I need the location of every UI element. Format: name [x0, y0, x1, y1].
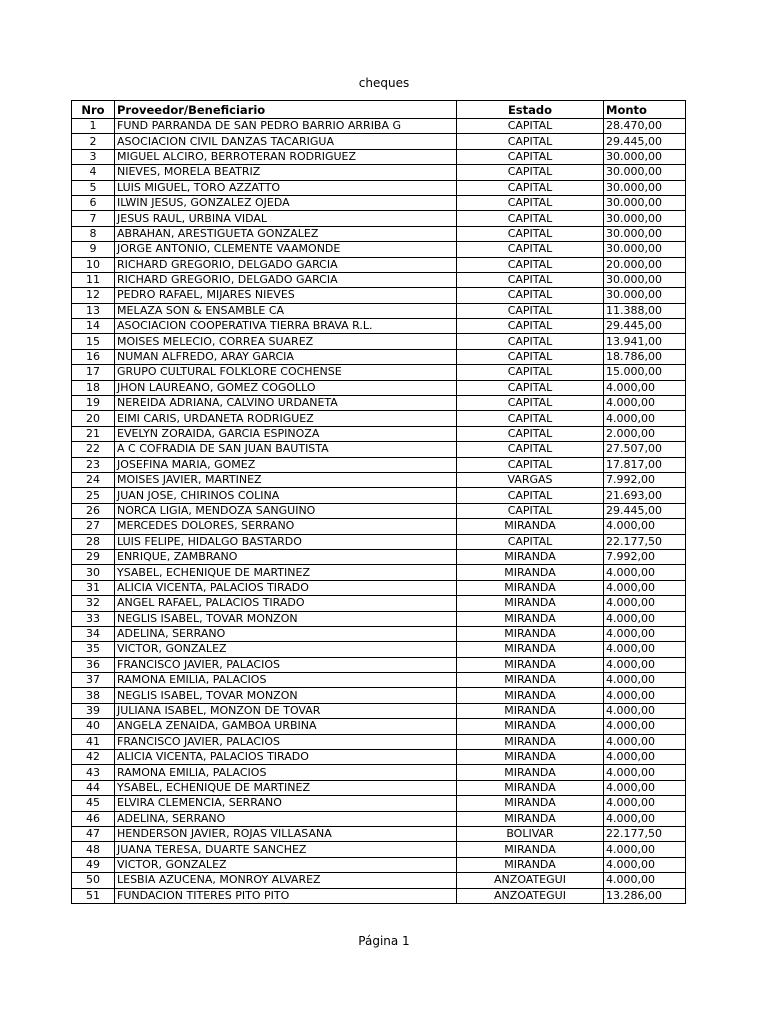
cell-monto: 30.000,00	[604, 149, 686, 164]
cell-monto: 29.445,00	[604, 319, 686, 334]
cell-estado: MIRANDA	[457, 596, 604, 611]
cell-nro: 19	[72, 396, 115, 411]
cell-estado: CAPITAL	[457, 180, 604, 195]
cell-proveedor: ADELINA, SERRANO	[115, 626, 457, 641]
cell-monto: 30.000,00	[604, 165, 686, 180]
cell-estado: CAPITAL	[457, 396, 604, 411]
cell-proveedor: NUMAN ALFREDO, ARAY GARCIA	[115, 349, 457, 364]
cell-proveedor: ASOCIACION COOPERATIVA TIERRA BRAVA R.L.	[115, 319, 457, 334]
table-row	[72, 488, 686, 503]
cell-estado: MIRANDA	[457, 673, 604, 688]
cell-proveedor: ANGELA ZENAIDA, GAMBOA URBINA	[115, 719, 457, 734]
cell-estado: CAPITAL	[457, 165, 604, 180]
cell-monto: 18.786,00	[604, 349, 686, 364]
table-row	[72, 534, 686, 549]
table-row	[72, 119, 686, 134]
cell-estado: CAPITAL	[457, 319, 604, 334]
cell-nro: 7	[72, 211, 115, 226]
cell-estado: MIRANDA	[457, 549, 604, 564]
table-row	[72, 842, 686, 857]
cell-nro: 21	[72, 426, 115, 441]
cell-estado: CAPITAL	[457, 334, 604, 349]
cell-nro: 46	[72, 811, 115, 826]
table-row	[72, 503, 686, 518]
cell-proveedor: ALICIA VICENTA, PALACIOS TIRADO	[115, 580, 457, 595]
cell-monto: 4.000,00	[604, 611, 686, 626]
cell-estado: CAPITAL	[457, 349, 604, 364]
header-proveedor: Proveedor/Beneficiario	[115, 101, 457, 119]
cell-proveedor: PEDRO RAFAEL, MIJARES NIEVES	[115, 288, 457, 303]
cell-proveedor: NEREIDA ADRIANA, CALVINO URDANETA	[115, 396, 457, 411]
cell-proveedor: ELVIRA CLEMENCIA, SERRANO	[115, 796, 457, 811]
table-row	[72, 734, 686, 749]
cell-nro: 30	[72, 565, 115, 580]
cell-estado: CAPITAL	[457, 442, 604, 457]
table-row	[72, 334, 686, 349]
cell-monto: 4.000,00	[604, 734, 686, 749]
table-row	[72, 134, 686, 149]
cell-monto: 4.000,00	[604, 626, 686, 641]
cell-estado: MIRANDA	[457, 642, 604, 657]
cell-nro: 29	[72, 549, 115, 564]
table-row	[72, 796, 686, 811]
cell-proveedor: JUAN JOSE, CHIRINOS COLINA	[115, 488, 457, 503]
cell-proveedor: HENDERSON JAVIER, ROJAS VILLASANA	[115, 826, 457, 841]
table-row	[72, 365, 686, 380]
cell-estado: MIRANDA	[457, 580, 604, 595]
cell-monto: 4.000,00	[604, 750, 686, 765]
cell-proveedor: NEGLIS ISABEL, TOVAR MONZON	[115, 688, 457, 703]
table-row	[72, 426, 686, 441]
table-row	[72, 519, 686, 534]
cell-nro: 12	[72, 288, 115, 303]
cell-monto: 22.177,50	[604, 534, 686, 549]
cell-monto: 4.000,00	[604, 842, 686, 857]
cell-nro: 34	[72, 626, 115, 641]
header-nro: Nro	[72, 101, 115, 119]
cell-proveedor: ANGEL RAFAEL, PALACIOS TIRADO	[115, 596, 457, 611]
cell-nro: 13	[72, 303, 115, 318]
cell-proveedor: JHON LAUREANO, GOMEZ COGOLLO	[115, 380, 457, 395]
cell-monto: 4.000,00	[604, 673, 686, 688]
table-row	[72, 826, 686, 841]
cell-monto: 30.000,00	[604, 226, 686, 241]
cell-nro: 8	[72, 226, 115, 241]
cell-proveedor: NORCA LIGIA, MENDOZA SANGUINO	[115, 503, 457, 518]
cell-proveedor: JUANA TERESA, DUARTE SANCHEZ	[115, 842, 457, 857]
cell-nro: 5	[72, 180, 115, 195]
cell-monto: 4.000,00	[604, 642, 686, 657]
cell-nro: 47	[72, 826, 115, 841]
cell-monto: 11.388,00	[604, 303, 686, 318]
cell-nro: 39	[72, 703, 115, 718]
cell-estado: MIRANDA	[457, 765, 604, 780]
cell-proveedor: FUNDACION TITERES PITO PITO	[115, 888, 457, 903]
cell-nro: 1	[72, 119, 115, 134]
cell-proveedor: LUIS FELIPE, HIDALGO BASTARDO	[115, 534, 457, 549]
cell-nro: 33	[72, 611, 115, 626]
cell-monto: 4.000,00	[604, 780, 686, 795]
cell-monto: 30.000,00	[604, 288, 686, 303]
header-monto: Monto	[604, 101, 686, 119]
cell-estado: BOLIVAR	[457, 826, 604, 841]
cell-nro: 35	[72, 642, 115, 657]
cell-monto: 30.000,00	[604, 195, 686, 210]
table-header-row	[72, 101, 686, 119]
cell-nro: 16	[72, 349, 115, 364]
table-row	[72, 657, 686, 672]
table-row	[72, 719, 686, 734]
table-row	[72, 149, 686, 164]
cell-estado: CAPITAL	[457, 195, 604, 210]
cell-monto: 13.941,00	[604, 334, 686, 349]
cell-estado: MIRANDA	[457, 750, 604, 765]
cell-nro: 49	[72, 857, 115, 872]
cell-estado: CAPITAL	[457, 488, 604, 503]
table-row	[72, 349, 686, 364]
cell-estado: MIRANDA	[457, 857, 604, 872]
cell-estado: ANZOATEGUI	[457, 888, 604, 903]
cell-nro: 40	[72, 719, 115, 734]
cell-nro: 11	[72, 272, 115, 287]
table-row	[72, 457, 686, 472]
table-row	[72, 673, 686, 688]
cell-monto: 4.000,00	[604, 657, 686, 672]
cell-proveedor: FUND PARRANDA DE SAN PEDRO BARRIO ARRIBA G	[115, 119, 457, 134]
cell-proveedor: JESUS RAUL, URBINA VIDAL	[115, 211, 457, 226]
cell-nro: 2	[72, 134, 115, 149]
cell-proveedor: NEGLIS ISABEL, TOVAR MONZON	[115, 611, 457, 626]
cell-nro: 15	[72, 334, 115, 349]
cell-nro: 48	[72, 842, 115, 857]
cell-estado: CAPITAL	[457, 149, 604, 164]
cell-monto: 29.445,00	[604, 503, 686, 518]
cell-proveedor: FRANCISCO JAVIER, PALACIOS	[115, 657, 457, 672]
cell-nro: 4	[72, 165, 115, 180]
table-row	[72, 195, 686, 210]
cell-nro: 22	[72, 442, 115, 457]
cell-monto: 29.445,00	[604, 134, 686, 149]
cell-proveedor: JULIANA ISABEL, MONZON DE TOVAR	[115, 703, 457, 718]
cell-proveedor: EIMI CARIS, URDANETA RODRIGUEZ	[115, 411, 457, 426]
cell-nro: 50	[72, 873, 115, 888]
cell-monto: 4.000,00	[604, 796, 686, 811]
cell-proveedor: YSABEL, ECHENIQUE DE MARTINEZ	[115, 565, 457, 580]
table-row	[72, 303, 686, 318]
cell-monto: 4.000,00	[604, 703, 686, 718]
cell-nro: 23	[72, 457, 115, 472]
table-row	[72, 750, 686, 765]
cell-estado: CAPITAL	[457, 226, 604, 241]
cell-monto: 22.177,50	[604, 826, 686, 841]
cell-nro: 10	[72, 257, 115, 272]
cell-monto: 20.000,00	[604, 257, 686, 272]
cell-estado: VARGAS	[457, 472, 604, 487]
cell-monto: 4.000,00	[604, 396, 686, 411]
cell-nro: 51	[72, 888, 115, 903]
cell-estado: CAPITAL	[457, 272, 604, 287]
table-row	[72, 242, 686, 257]
cell-estado: CAPITAL	[457, 365, 604, 380]
cell-proveedor: ILWIN JESUS, GONZALEZ OJEDA	[115, 195, 457, 210]
table-row	[72, 580, 686, 595]
cell-proveedor: MERCEDES DOLORES, SERRANO	[115, 519, 457, 534]
cell-estado: MIRANDA	[457, 519, 604, 534]
cell-monto: 4.000,00	[604, 688, 686, 703]
cell-nro: 26	[72, 503, 115, 518]
cell-proveedor: VICTOR, GONZALEZ	[115, 857, 457, 872]
table-row	[72, 565, 686, 580]
cell-nro: 25	[72, 488, 115, 503]
cell-monto: 2.000,00	[604, 426, 686, 441]
cell-monto: 17.817,00	[604, 457, 686, 472]
cell-monto: 30.000,00	[604, 180, 686, 195]
table-row	[72, 211, 686, 226]
table-row	[72, 688, 686, 703]
table-row	[72, 288, 686, 303]
cell-proveedor: ALICIA VICENTA, PALACIOS TIRADO	[115, 750, 457, 765]
cell-estado: MIRANDA	[457, 719, 604, 734]
table-row	[72, 257, 686, 272]
table-row	[72, 165, 686, 180]
cell-monto: 4.000,00	[604, 380, 686, 395]
cell-estado: MIRANDA	[457, 703, 604, 718]
cell-proveedor: RICHARD GREGORIO, DELGADO GARCIA	[115, 272, 457, 287]
table-row	[72, 226, 686, 241]
page-title: cheques	[358, 76, 410, 90]
cell-monto: 4.000,00	[604, 519, 686, 534]
table-row	[72, 888, 686, 903]
header-estado: Estado	[457, 101, 604, 119]
cell-monto: 15.000,00	[604, 365, 686, 380]
cell-estado: CAPITAL	[457, 503, 604, 518]
cell-proveedor: LESBIA AZUCENA, MONROY ALVAREZ	[115, 873, 457, 888]
cell-nro: 6	[72, 195, 115, 210]
table-row	[72, 380, 686, 395]
table-row	[72, 611, 686, 626]
table-row	[72, 180, 686, 195]
cell-estado: MIRANDA	[457, 565, 604, 580]
cell-estado: CAPITAL	[457, 119, 604, 134]
cell-nro: 20	[72, 411, 115, 426]
table-row	[72, 442, 686, 457]
cell-nro: 41	[72, 734, 115, 749]
cell-proveedor: RAMONA EMILIA, PALACIOS	[115, 765, 457, 780]
cell-proveedor: MIGUEL ALCIRO, BERROTERAN RODRIGUEZ	[115, 149, 457, 164]
cell-proveedor: RICHARD GREGORIO, DELGADO GARCIA	[115, 257, 457, 272]
table-body	[72, 119, 686, 904]
cell-nro: 45	[72, 796, 115, 811]
cell-nro: 9	[72, 242, 115, 257]
cell-estado: CAPITAL	[457, 411, 604, 426]
cell-proveedor: GRUPO CULTURAL FOLKLORE COCHENSE	[115, 365, 457, 380]
cell-monto: 4.000,00	[604, 811, 686, 826]
cell-nro: 24	[72, 472, 115, 487]
table-row	[72, 873, 686, 888]
cell-monto: 7.992,00	[604, 549, 686, 564]
cell-proveedor: LUIS MIGUEL, TORO AZZATTO	[115, 180, 457, 195]
cell-nro: 28	[72, 534, 115, 549]
cell-proveedor: YSABEL, ECHENIQUE DE MARTINEZ	[115, 780, 457, 795]
table-row	[72, 549, 686, 564]
cell-proveedor: VICTOR, GONZALEZ	[115, 642, 457, 657]
cell-monto: 4.000,00	[604, 765, 686, 780]
cell-monto: 4.000,00	[604, 873, 686, 888]
cell-estado: MIRANDA	[457, 657, 604, 672]
cell-estado: CAPITAL	[457, 257, 604, 272]
cell-estado: ANZOATEGUI	[457, 873, 604, 888]
cell-monto: 4.000,00	[604, 857, 686, 872]
cell-proveedor: ABRAHAN, ARESTIGUETA GONZALEZ	[115, 226, 457, 241]
cell-monto: 4.000,00	[604, 719, 686, 734]
cell-nro: 36	[72, 657, 115, 672]
cell-nro: 14	[72, 319, 115, 334]
table-row	[72, 319, 686, 334]
cell-nro: 17	[72, 365, 115, 380]
cell-estado: CAPITAL	[457, 211, 604, 226]
cell-nro: 18	[72, 380, 115, 395]
cell-nro: 37	[72, 673, 115, 688]
cell-estado: CAPITAL	[457, 426, 604, 441]
cell-estado: CAPITAL	[457, 288, 604, 303]
table-row	[72, 857, 686, 872]
cell-estado: CAPITAL	[457, 380, 604, 395]
cell-proveedor: MOISES JAVIER, MARTINEZ	[115, 472, 457, 487]
cell-monto: 30.000,00	[604, 272, 686, 287]
cell-estado: MIRANDA	[457, 796, 604, 811]
cell-estado: CAPITAL	[457, 457, 604, 472]
page-footer: Página 1	[358, 934, 410, 948]
cell-monto: 30.000,00	[604, 242, 686, 257]
cell-nro: 32	[72, 596, 115, 611]
table-row	[72, 703, 686, 718]
cell-nro: 42	[72, 750, 115, 765]
cell-estado: MIRANDA	[457, 611, 604, 626]
cell-monto: 4.000,00	[604, 411, 686, 426]
table-row	[72, 811, 686, 826]
cell-proveedor: FRANCISCO JAVIER, PALACIOS	[115, 734, 457, 749]
cell-proveedor: MELAZA SON & ENSAMBLE CA	[115, 303, 457, 318]
cell-estado: MIRANDA	[457, 811, 604, 826]
table-row	[72, 780, 686, 795]
cell-estado: MIRANDA	[457, 734, 604, 749]
cell-proveedor: ENRIQUE, ZAMBRANO	[115, 549, 457, 564]
cell-proveedor: EVELYN ZORAIDA, GARCIA ESPINOZA	[115, 426, 457, 441]
cell-estado: MIRANDA	[457, 688, 604, 703]
cell-proveedor: JOSEFINA MARIA, GOMEZ	[115, 457, 457, 472]
cell-proveedor: JORGE ANTONIO, CLEMENTE VAAMONDE	[115, 242, 457, 257]
cell-estado: CAPITAL	[457, 534, 604, 549]
cell-estado: MIRANDA	[457, 842, 604, 857]
cell-proveedor: RAMONA EMILIA, PALACIOS	[115, 673, 457, 688]
table-row	[72, 396, 686, 411]
cell-nro: 38	[72, 688, 115, 703]
cell-nro: 31	[72, 580, 115, 595]
cell-monto: 4.000,00	[604, 596, 686, 611]
cell-proveedor: A C COFRADIA DE SAN JUAN BAUTISTA	[115, 442, 457, 457]
cell-estado: CAPITAL	[457, 303, 604, 318]
cell-estado: CAPITAL	[457, 134, 604, 149]
cell-proveedor: NIEVES, MORELA BEATRIZ	[115, 165, 457, 180]
table-row	[72, 626, 686, 641]
cell-monto: 4.000,00	[604, 565, 686, 580]
table-row	[72, 596, 686, 611]
cell-nro: 43	[72, 765, 115, 780]
cell-monto: 27.507,00	[604, 442, 686, 457]
cell-monto: 28.470,00	[604, 119, 686, 134]
cell-monto: 30.000,00	[604, 211, 686, 226]
cell-nro: 44	[72, 780, 115, 795]
cell-proveedor: ADELINA, SERRANO	[115, 811, 457, 826]
table-row	[72, 272, 686, 287]
table-row	[72, 472, 686, 487]
table-row	[72, 765, 686, 780]
cheques-table	[71, 100, 686, 904]
cell-proveedor: MOISES MELECIO, CORREA SUAREZ	[115, 334, 457, 349]
cell-estado: MIRANDA	[457, 780, 604, 795]
cell-estado: MIRANDA	[457, 626, 604, 641]
cell-monto: 13.286,00	[604, 888, 686, 903]
cell-monto: 4.000,00	[604, 580, 686, 595]
table-row	[72, 642, 686, 657]
cell-proveedor: ASOCIACION CIVIL DANZAS TACARIGUA	[115, 134, 457, 149]
cell-estado: CAPITAL	[457, 242, 604, 257]
table-row	[72, 411, 686, 426]
cell-nro: 27	[72, 519, 115, 534]
cell-monto: 21.693,00	[604, 488, 686, 503]
cell-nro: 3	[72, 149, 115, 164]
cell-monto: 7.992,00	[604, 472, 686, 487]
